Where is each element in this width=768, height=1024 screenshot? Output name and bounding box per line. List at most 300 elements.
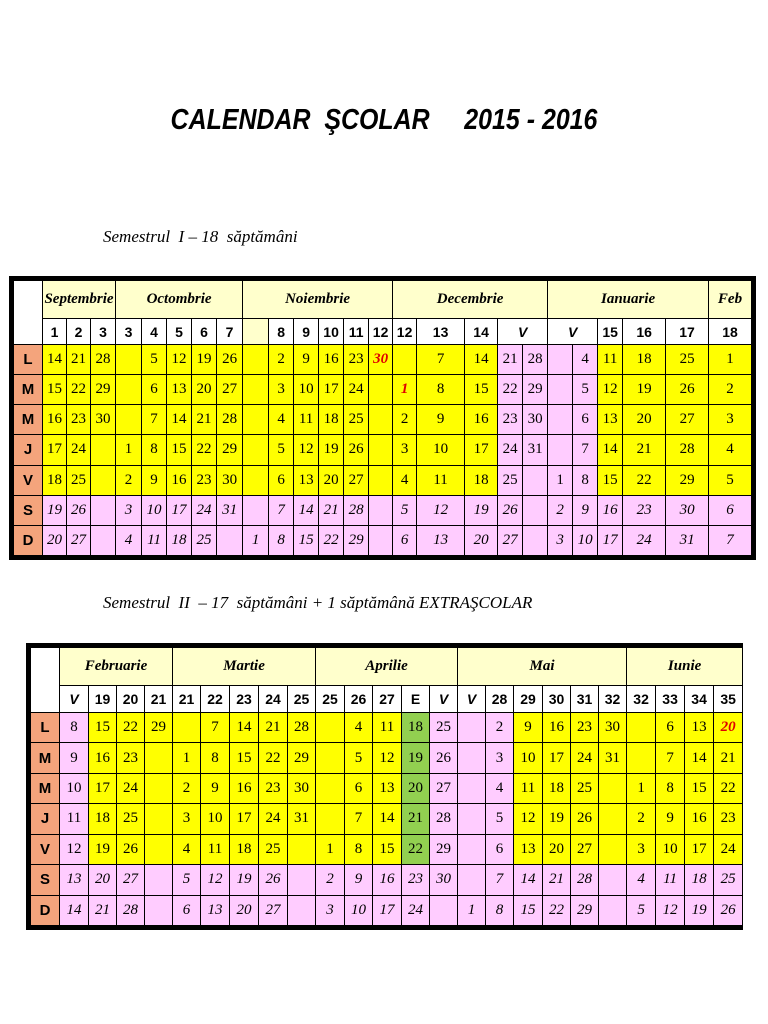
day-cell: 29 <box>666 465 709 495</box>
day-cell: 30 <box>599 713 627 743</box>
day-cell: 30 <box>91 405 116 435</box>
day-cell: 16 <box>685 804 714 834</box>
day-cell: 15 <box>514 895 543 925</box>
day-cell: 1 <box>458 895 486 925</box>
day-cell: 21 <box>498 345 523 375</box>
day-cell: 25 <box>67 465 91 495</box>
day-cell: 23 <box>259 773 288 803</box>
day-cell: 3 <box>173 804 201 834</box>
day-cell: 25 <box>666 345 709 375</box>
day-cell <box>243 435 269 465</box>
day-cell: 14 <box>167 405 192 435</box>
week-number: 8 <box>269 319 294 345</box>
day-cell: 14 <box>598 435 623 465</box>
day-cell <box>145 743 173 773</box>
day-cell: 29 <box>145 713 173 743</box>
day-cell: 9 <box>514 713 543 743</box>
day-cell: 18 <box>465 465 498 495</box>
day-cell: 19 <box>319 435 344 465</box>
day-cell: 11 <box>417 465 465 495</box>
week-number: 30 <box>543 686 571 713</box>
day-cell: 22 <box>498 375 523 405</box>
day-cell: 22 <box>192 435 217 465</box>
day-cell <box>599 895 627 925</box>
day-cell: 14 <box>230 713 259 743</box>
day-cell: 24 <box>117 773 145 803</box>
day-cell: 30 <box>369 345 393 375</box>
day-cell <box>243 345 269 375</box>
day-cell: 15 <box>465 375 498 405</box>
day-cell: 23 <box>498 405 523 435</box>
day-cell: 27 <box>430 773 458 803</box>
day-cell: 20 <box>465 525 498 555</box>
day-cell: 11 <box>373 713 402 743</box>
day-cell: 4 <box>393 465 417 495</box>
weekday-label: M <box>14 375 43 405</box>
day-cell: 5 <box>573 375 598 405</box>
day-cell: 23 <box>571 713 599 743</box>
weekday-label: V <box>14 465 43 495</box>
weekday-label: D <box>31 895 60 925</box>
day-cell <box>599 804 627 834</box>
day-cell: 23 <box>344 345 369 375</box>
day-cell: 6 <box>656 713 685 743</box>
day-cell <box>548 345 573 375</box>
day-cell <box>369 495 393 525</box>
month-header: Octombrie <box>116 281 243 319</box>
day-cell: 9 <box>60 743 89 773</box>
day-cell <box>458 865 486 895</box>
day-cell <box>523 465 548 495</box>
day-cell: 30 <box>217 465 243 495</box>
month-header: Iunie <box>627 648 743 686</box>
day-cell: 1 <box>548 465 573 495</box>
day-cell: 25 <box>192 525 217 555</box>
day-cell: 28 <box>117 895 145 925</box>
day-cell: 11 <box>656 865 685 895</box>
day-cell: 4 <box>269 405 294 435</box>
day-cell: 19 <box>623 375 666 405</box>
day-cell: 12 <box>417 495 465 525</box>
day-cell: 30 <box>523 405 548 435</box>
day-cell: 26 <box>67 495 91 525</box>
day-cell: 7 <box>656 743 685 773</box>
day-cell: 20 <box>402 773 430 803</box>
day-cell: 3 <box>627 834 656 864</box>
day-cell: 17 <box>685 834 714 864</box>
week-number: V <box>458 686 486 713</box>
day-cell: 22 <box>319 525 344 555</box>
week-number: 34 <box>685 686 714 713</box>
day-cell: 5 <box>709 465 752 495</box>
week-number: 24 <box>259 686 288 713</box>
day-cell: 28 <box>666 435 709 465</box>
month-header: Feb <box>709 281 752 319</box>
day-cell: 8 <box>486 895 514 925</box>
day-cell: 7 <box>345 804 373 834</box>
day-cell: 7 <box>417 345 465 375</box>
day-cell: 28 <box>217 405 243 435</box>
day-cell: 2 <box>486 713 514 743</box>
day-cell <box>288 834 316 864</box>
day-cell: 16 <box>319 345 344 375</box>
week-number: 7 <box>217 319 243 345</box>
day-cell: 23 <box>623 495 666 525</box>
week-number: 9 <box>294 319 319 345</box>
day-cell <box>369 435 393 465</box>
month-header: Decembrie <box>393 281 548 319</box>
day-cell <box>548 435 573 465</box>
week-number: 12 <box>393 319 417 345</box>
day-cell: 21 <box>319 495 344 525</box>
day-cell: 3 <box>316 895 345 925</box>
day-cell: 10 <box>514 743 543 773</box>
day-cell <box>627 743 656 773</box>
day-cell: 12 <box>167 345 192 375</box>
day-cell: 3 <box>548 525 573 555</box>
day-cell: 11 <box>60 804 89 834</box>
week-number: 1 <box>43 319 67 345</box>
day-cell: 13 <box>294 465 319 495</box>
day-cell: 18 <box>543 773 571 803</box>
day-cell: 23 <box>192 465 217 495</box>
day-cell: 27 <box>344 465 369 495</box>
day-cell: 4 <box>116 525 142 555</box>
day-cell: 30 <box>288 773 316 803</box>
day-cell: 2 <box>393 405 417 435</box>
day-cell: 18 <box>43 465 67 495</box>
day-cell: 1 <box>116 435 142 465</box>
day-cell <box>369 465 393 495</box>
day-cell: 10 <box>417 435 465 465</box>
day-cell: 5 <box>486 804 514 834</box>
day-cell: 7 <box>486 865 514 895</box>
day-cell: 16 <box>598 495 623 525</box>
day-cell: 10 <box>60 773 89 803</box>
week-number: 16 <box>623 319 666 345</box>
day-cell: 8 <box>417 375 465 405</box>
day-cell <box>145 804 173 834</box>
day-cell <box>288 895 316 925</box>
week-number <box>243 319 269 345</box>
day-cell: 27 <box>259 895 288 925</box>
day-cell <box>523 495 548 525</box>
day-cell: 2 <box>316 865 345 895</box>
week-number: 21 <box>173 686 201 713</box>
day-cell: 19 <box>89 834 117 864</box>
day-cell: 30 <box>666 495 709 525</box>
day-cell: 19 <box>43 495 67 525</box>
month-header: Aprilie <box>316 648 458 686</box>
day-cell: 31 <box>288 804 316 834</box>
day-cell <box>145 895 173 925</box>
day-cell: 7 <box>269 495 294 525</box>
day-cell: 25 <box>714 865 743 895</box>
day-cell: 9 <box>417 405 465 435</box>
day-cell: 6 <box>709 495 752 525</box>
day-cell: 31 <box>523 435 548 465</box>
day-cell: 2 <box>709 375 752 405</box>
day-cell: 13 <box>167 375 192 405</box>
day-cell: 14 <box>685 743 714 773</box>
week-number: 11 <box>344 319 369 345</box>
day-cell: 27 <box>117 865 145 895</box>
day-cell: 4 <box>627 865 656 895</box>
day-cell: 21 <box>259 713 288 743</box>
day-cell: 24 <box>714 834 743 864</box>
day-cell: 1 <box>173 743 201 773</box>
day-cell: 12 <box>294 435 319 465</box>
week-number: 26 <box>345 686 373 713</box>
week-number: 15 <box>598 319 623 345</box>
day-cell: 6 <box>486 834 514 864</box>
day-cell <box>145 865 173 895</box>
day-cell: 9 <box>142 465 167 495</box>
day-cell: 10 <box>142 495 167 525</box>
day-cell: 29 <box>344 525 369 555</box>
day-cell <box>116 405 142 435</box>
day-cell: 16 <box>230 773 259 803</box>
day-cell: 19 <box>685 895 714 925</box>
day-cell: 8 <box>269 525 294 555</box>
day-cell: 22 <box>714 773 743 803</box>
weekday-label: J <box>31 804 60 834</box>
day-cell: 17 <box>230 804 259 834</box>
day-cell: 11 <box>598 345 623 375</box>
day-cell: 10 <box>345 895 373 925</box>
day-cell <box>145 834 173 864</box>
weekday-label: L <box>31 713 60 743</box>
day-cell: 13 <box>598 405 623 435</box>
day-cell: 6 <box>173 895 201 925</box>
day-cell: 31 <box>599 743 627 773</box>
day-cell: 15 <box>167 435 192 465</box>
day-cell <box>116 375 142 405</box>
day-cell <box>316 743 345 773</box>
day-cell <box>548 375 573 405</box>
week-number: 20 <box>117 686 145 713</box>
day-cell: 16 <box>465 405 498 435</box>
week-number: 28 <box>486 686 514 713</box>
day-cell: 11 <box>294 405 319 435</box>
day-cell <box>599 773 627 803</box>
semester1-calendar-table <box>9 276 756 560</box>
day-cell: 25 <box>117 804 145 834</box>
day-cell: 9 <box>201 773 230 803</box>
day-cell: 13 <box>514 834 543 864</box>
day-cell: 25 <box>571 773 599 803</box>
day-cell: 8 <box>345 834 373 864</box>
day-cell: 20 <box>623 405 666 435</box>
day-cell <box>599 865 627 895</box>
day-cell <box>430 895 458 925</box>
week-number: V <box>430 686 458 713</box>
day-cell <box>599 834 627 864</box>
day-cell: 10 <box>294 375 319 405</box>
day-cell: 25 <box>498 465 523 495</box>
week-number: 21 <box>145 686 173 713</box>
day-cell: 8 <box>573 465 598 495</box>
day-cell: 1 <box>709 345 752 375</box>
day-cell: 13 <box>201 895 230 925</box>
week-number: 27 <box>373 686 402 713</box>
day-cell: 27 <box>217 375 243 405</box>
day-cell: 29 <box>523 375 548 405</box>
day-cell: 3 <box>116 495 142 525</box>
weekday-label: L <box>14 345 43 375</box>
day-cell: 3 <box>393 435 417 465</box>
day-cell: 23 <box>117 743 145 773</box>
month-header: Martie <box>173 648 316 686</box>
day-cell: 17 <box>319 375 344 405</box>
week-number: 13 <box>417 319 465 345</box>
weekday-label: D <box>14 525 43 555</box>
day-cell: 20 <box>192 375 217 405</box>
day-cell <box>217 525 243 555</box>
day-cell: 14 <box>60 895 89 925</box>
week-number: 23 <box>230 686 259 713</box>
day-cell: 18 <box>402 713 430 743</box>
day-cell: 3 <box>269 375 294 405</box>
day-cell: 28 <box>571 865 599 895</box>
day-cell: 23 <box>67 405 91 435</box>
day-cell: 21 <box>89 895 117 925</box>
day-cell: 5 <box>393 495 417 525</box>
day-cell: 13 <box>417 525 465 555</box>
month-header: Septembrie <box>43 281 116 319</box>
day-cell: 20 <box>319 465 344 495</box>
day-cell: 22 <box>117 713 145 743</box>
day-cell: 19 <box>543 804 571 834</box>
day-cell: 12 <box>60 834 89 864</box>
day-cell <box>316 713 345 743</box>
day-cell <box>288 865 316 895</box>
day-cell: 20 <box>89 865 117 895</box>
day-cell <box>243 375 269 405</box>
day-cell: 1 <box>393 375 417 405</box>
day-cell: 17 <box>167 495 192 525</box>
day-cell: 22 <box>67 375 91 405</box>
day-cell: 13 <box>60 865 89 895</box>
day-cell: 22 <box>402 834 430 864</box>
day-cell: 6 <box>393 525 417 555</box>
day-cell: 7 <box>709 525 752 555</box>
day-cell: 21 <box>543 865 571 895</box>
day-cell <box>116 345 142 375</box>
day-cell <box>173 713 201 743</box>
week-number: 3 <box>91 319 116 345</box>
day-cell: 20 <box>543 834 571 864</box>
day-cell: 27 <box>498 525 523 555</box>
day-cell: 15 <box>43 375 67 405</box>
day-cell: 7 <box>142 405 167 435</box>
day-cell <box>523 525 548 555</box>
week-number: 19 <box>89 686 117 713</box>
day-cell <box>91 465 116 495</box>
day-cell: 11 <box>514 773 543 803</box>
day-cell: 27 <box>67 525 91 555</box>
month-header: Noiembrie <box>243 281 393 319</box>
day-cell: 14 <box>294 495 319 525</box>
day-cell: 14 <box>43 345 67 375</box>
day-cell: 5 <box>269 435 294 465</box>
day-cell: 28 <box>91 345 116 375</box>
day-cell: 18 <box>89 804 117 834</box>
day-cell <box>458 804 486 834</box>
day-cell: 2 <box>627 804 656 834</box>
day-cell: 23 <box>402 865 430 895</box>
day-cell: 27 <box>571 834 599 864</box>
day-cell: 16 <box>89 743 117 773</box>
day-cell: 9 <box>345 865 373 895</box>
weekday-label: S <box>14 495 43 525</box>
week-number: V <box>60 686 89 713</box>
day-cell: 12 <box>514 804 543 834</box>
day-cell: 26 <box>344 435 369 465</box>
day-cell: 5 <box>345 743 373 773</box>
day-cell: 12 <box>373 743 402 773</box>
day-cell: 24 <box>192 495 217 525</box>
page-title: CALENDAR ŞCOLAR 2015 - 2016 <box>170 104 598 136</box>
day-cell: 7 <box>201 713 230 743</box>
day-cell: 7 <box>573 435 598 465</box>
day-cell: 26 <box>259 865 288 895</box>
day-cell: 16 <box>167 465 192 495</box>
day-cell: 24 <box>344 375 369 405</box>
day-cell: 1 <box>316 834 345 864</box>
day-cell <box>243 465 269 495</box>
week-number: 3 <box>116 319 142 345</box>
day-cell: 16 <box>373 865 402 895</box>
day-cell: 8 <box>60 713 89 743</box>
weekday-label: S <box>31 865 60 895</box>
day-cell: 8 <box>656 773 685 803</box>
day-cell: 17 <box>598 525 623 555</box>
semester2-grid <box>30 647 768 926</box>
week-number: 18 <box>709 319 752 345</box>
day-cell: 18 <box>685 865 714 895</box>
weekday-label: V <box>31 834 60 864</box>
day-cell <box>369 525 393 555</box>
day-cell: 29 <box>217 435 243 465</box>
day-cell <box>458 743 486 773</box>
day-cell: 4 <box>173 834 201 864</box>
day-cell: 3 <box>709 405 752 435</box>
day-cell: 18 <box>230 834 259 864</box>
day-cell: 29 <box>571 895 599 925</box>
day-cell: 4 <box>573 345 598 375</box>
day-cell <box>369 405 393 435</box>
day-cell: 24 <box>571 743 599 773</box>
week-number: 25 <box>288 686 316 713</box>
day-cell: 15 <box>294 525 319 555</box>
day-cell: 24 <box>498 435 523 465</box>
semester1-grid <box>13 280 752 556</box>
month-header: Ianuarie <box>548 281 709 319</box>
day-cell: 23 <box>714 804 743 834</box>
day-cell: 17 <box>373 895 402 925</box>
day-cell: 1 <box>627 773 656 803</box>
day-cell: 27 <box>666 405 709 435</box>
day-cell: 16 <box>543 713 571 743</box>
week-number: 29 <box>514 686 543 713</box>
day-cell <box>316 773 345 803</box>
week-number: 12 <box>369 319 393 345</box>
week-number: 33 <box>656 686 685 713</box>
day-cell: 13 <box>373 773 402 803</box>
day-cell: 10 <box>573 525 598 555</box>
day-cell: 24 <box>402 895 430 925</box>
